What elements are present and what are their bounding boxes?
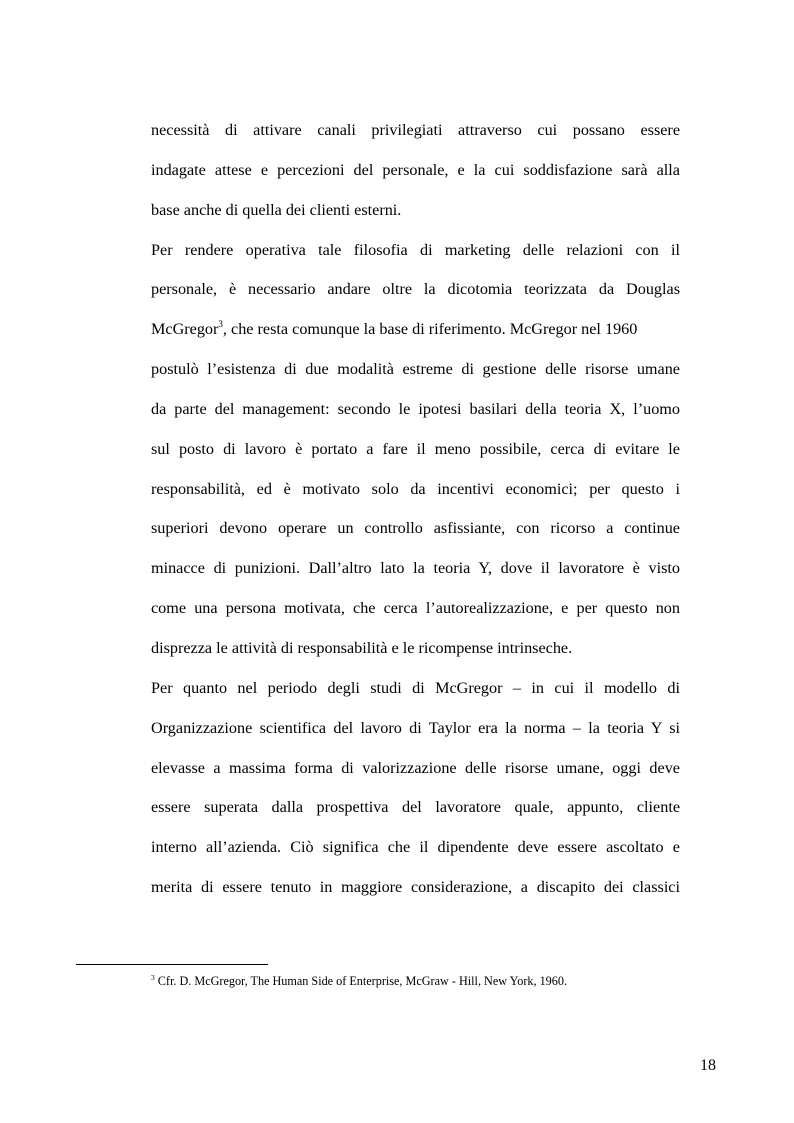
body-text (151, 111, 680, 908)
body-line: responsabilità, ed è motivato solo da incentivi economici; per questo i (151, 479, 680, 498)
body-line: essere superata dalla prospettiva del lavoratore quale, appunto, cliente (151, 798, 680, 817)
body-line-continuation: , che resta comunque la base di riferimento. McGregor nel 1960 (222, 320, 638, 339)
footnote-reference: 3 (218, 319, 223, 330)
body-line (151, 310, 680, 350)
body-line: come una persona motivata, che cerca l’autorealizzazione, e per questo non (151, 599, 680, 618)
body-line: Per quanto nel periodo degli studi di McGregor – in cui il modello di (151, 678, 680, 697)
footnote-text: Cfr. D. McGregor, The Human Side of Enterprise, McGraw - Hill, New York, 1960. (154, 974, 567, 988)
body-line: superiori devono operare un controllo asfissiante, con ricorso a continue (151, 519, 680, 538)
footnote-marker: 3 (151, 973, 155, 982)
body-line: minacce di punizioni. Dall’altro lato la teoria Y, dove il lavoratore è visto (151, 559, 680, 578)
footnote-separator (76, 964, 268, 965)
body-line: postulò l’esistenza di due modalità estreme di gestione delle risorse umane (151, 360, 680, 379)
body-line: base anche di quella dei clienti esterni. (151, 200, 402, 219)
author-name: McGregor (151, 320, 219, 339)
body-line: necessità di attivare canali privilegiati attraverso cui possano essere (151, 121, 680, 139)
body-line: da parte del management: secondo le ipotesi basilari della teoria X, l’uomo (151, 399, 680, 418)
body-line: disprezza le attività di responsabilità e le ricompense intrinseche. (151, 638, 573, 657)
body-line: personale, è necessario andare oltre la dicotomia teorizzata da Douglas (151, 280, 680, 299)
body-line: merita di essere tenuto in maggiore considerazione, a discapito dei classici (151, 878, 680, 897)
body-line: sul posto di lavoro è portato a fare il meno possibile, cerca di evitare le (151, 439, 680, 458)
page-number: 18 (700, 1057, 716, 1074)
footnote (151, 973, 567, 989)
body-line: elevasse a massima forma di valorizzazione delle risorse umane, oggi deve (151, 758, 680, 777)
body-line: Per rendere operativa tale filosofia di marketing delle relazioni con il (151, 240, 680, 259)
body-line: interno all’azienda. Ciò significa che il dipendente deve essere ascoltato e (151, 838, 680, 857)
body-line: indagate attese e percezioni del personale, e la cui soddisfazione sarà alla (151, 160, 680, 179)
body-line: Organizzazione scientifica del lavoro di Taylor era la norma – la teoria Y si (151, 718, 680, 737)
